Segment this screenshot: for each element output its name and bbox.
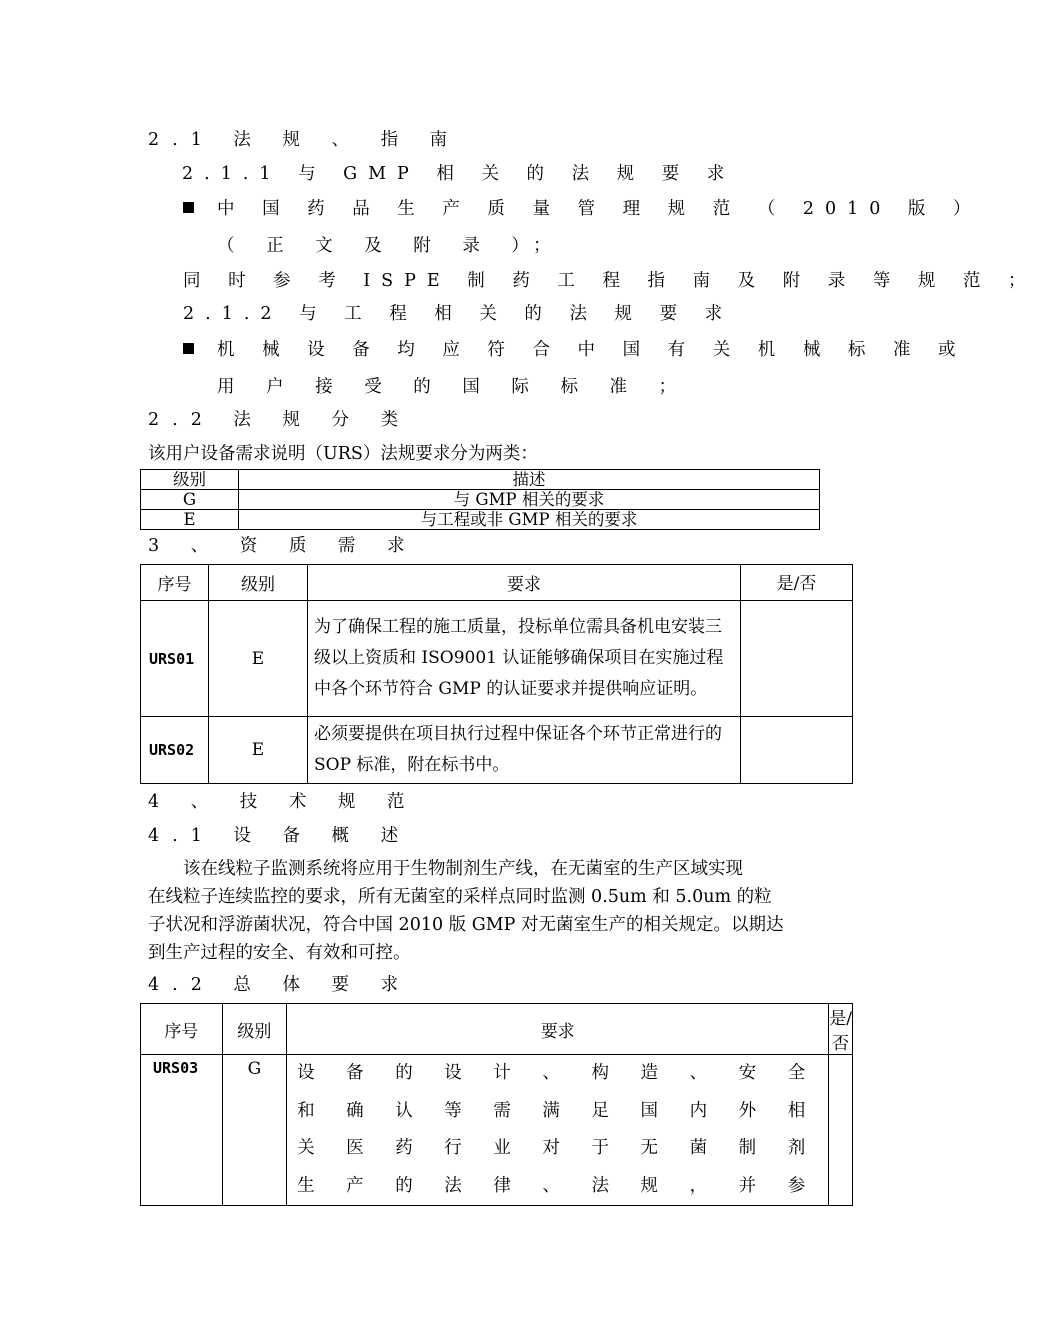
- level-cell: G: [141, 490, 239, 510]
- bullet-item-2-line2: 用 户 接 受 的 国 际 标 准 ；: [217, 377, 690, 397]
- section-4-heading: 4 、 技 术 规 范: [148, 792, 418, 812]
- header-yes-no: 是/否: [741, 565, 853, 601]
- header-serial: 序号: [141, 1004, 223, 1055]
- requirement-line: 生 产 的 法 律 、 法 规 ， 并 参: [297, 1175, 819, 1196]
- table-row: [141, 490, 820, 510]
- section-2-2-intro: 该用户设备需求说明（URS）法规要求分为两类：: [148, 444, 538, 464]
- section-4-2-heading: 4.2 总 体 要 求: [148, 975, 412, 995]
- description-cell: 与工程或非 GMP 相关的要求: [239, 510, 820, 530]
- section-3-heading: 3 、 资 质 需 求: [148, 536, 418, 556]
- requirement-line: 关 医 药 行 业 对 于 无 菌 制 剂: [297, 1138, 819, 1158]
- bullet-item-1: [183, 195, 981, 220]
- serial-cell: URS03: [141, 1055, 223, 1206]
- header-level: 级别: [209, 565, 308, 601]
- header-level: 级别: [222, 1004, 286, 1055]
- serial-cell: URS02: [141, 717, 209, 784]
- level-cell: E: [141, 510, 239, 530]
- level-cell: E: [209, 717, 308, 784]
- bullet-item-2-line1: 机 械 设 备 均 应 符 合 中 国 有 关 机 械 标 准 或: [217, 340, 967, 360]
- section-2-1-heading: 2.1 法 规 、 指 南: [148, 130, 461, 150]
- requirement-cell: 必须要提供在项目执行过程中保证各个环节正常进行的 SOP 标准，附在标书中。: [308, 717, 741, 784]
- level-cell: E: [209, 601, 308, 717]
- table-header-row: [141, 470, 820, 490]
- yes-no-cell: [741, 601, 853, 717]
- yes-no-cell: [829, 1055, 853, 1206]
- section-2-2-heading: 2.2 法 规 分 类: [148, 410, 412, 430]
- requirement-cell: [287, 1055, 829, 1206]
- bullet-item-2: [183, 336, 967, 361]
- level-cell: G: [222, 1055, 286, 1206]
- header-yes-no: 是/否: [829, 1004, 853, 1055]
- header-description: 描述: [239, 470, 820, 490]
- section-2-1-2-heading: 2.1.2 与 工 程 相 关 的 法 规 要 求: [183, 304, 734, 324]
- qualification-table: [140, 564, 853, 784]
- section-4-1-heading: 4.1 设 备 概 述: [148, 826, 412, 846]
- general-requirements-table: [140, 1003, 853, 1206]
- table-row: [141, 510, 820, 530]
- table-header-row: [141, 1004, 853, 1055]
- bullet-item-1-line2: （ 正 文 及 附 录 ）；: [217, 236, 564, 256]
- header-level: 级别: [141, 470, 239, 490]
- yes-no-cell: [741, 717, 853, 784]
- table-row: [141, 601, 853, 717]
- table-row: [141, 1055, 853, 1206]
- ispe-reference-line: 同 时 参 考 ISPE 制 药 工 程 指 南 及 附 录 等 规 范 ；: [183, 271, 1037, 291]
- table-header-row: [141, 565, 853, 601]
- paragraph-4-1-line1: 该在线粒子监测系统将应用于生物制剂生产线，在无菌室的生产区域实现: [183, 859, 743, 879]
- bullet-item-1-line1: 中 国 药 品 生 产 质 量 管 理 规 范 （ 2010 版 ）: [217, 199, 982, 219]
- serial-cell: URS01: [141, 601, 209, 717]
- header-serial: 序号: [141, 565, 209, 601]
- header-requirement: 要求: [287, 1004, 829, 1055]
- section-2-1-1-heading: 2.1.1 与 GMP 相 关 的 法 规 要 求: [182, 164, 736, 184]
- header-requirement: 要求: [308, 565, 741, 601]
- requirement-cell: 为了确保工程的施工质量，投标单位需具备机电安装三级以上资质和 ISO9001 认证能够确保项目在实施过程中各个环节符合 GMP 的认证要求并提供响应证明。: [308, 601, 741, 717]
- paragraph-4-1-line4: 到生产过程的安全、有效和可控。: [148, 943, 411, 963]
- square-bullet-icon: [183, 202, 194, 213]
- paragraph-4-1-line2: 在线粒子连续监控的要求，所有无菌室的采样点同时监测 0.5um 和 5.0um 的粒: [148, 887, 772, 907]
- description-cell: 与 GMP 相关的要求: [239, 490, 820, 510]
- requirement-line: 和 确 认 等 需 满 足 国 内 外 相: [297, 1100, 819, 1121]
- requirement-line: 设 备 的 设 计 、 构 造 、 安 全: [297, 1063, 819, 1083]
- square-bullet-icon: [183, 343, 194, 354]
- table-row: [141, 717, 853, 784]
- classification-table: [140, 469, 820, 530]
- paragraph-4-1-line3: 子状况和浮游菌状况，符合中国 2010 版 GMP 对无菌室生产的相关规定。以期达: [148, 915, 784, 935]
